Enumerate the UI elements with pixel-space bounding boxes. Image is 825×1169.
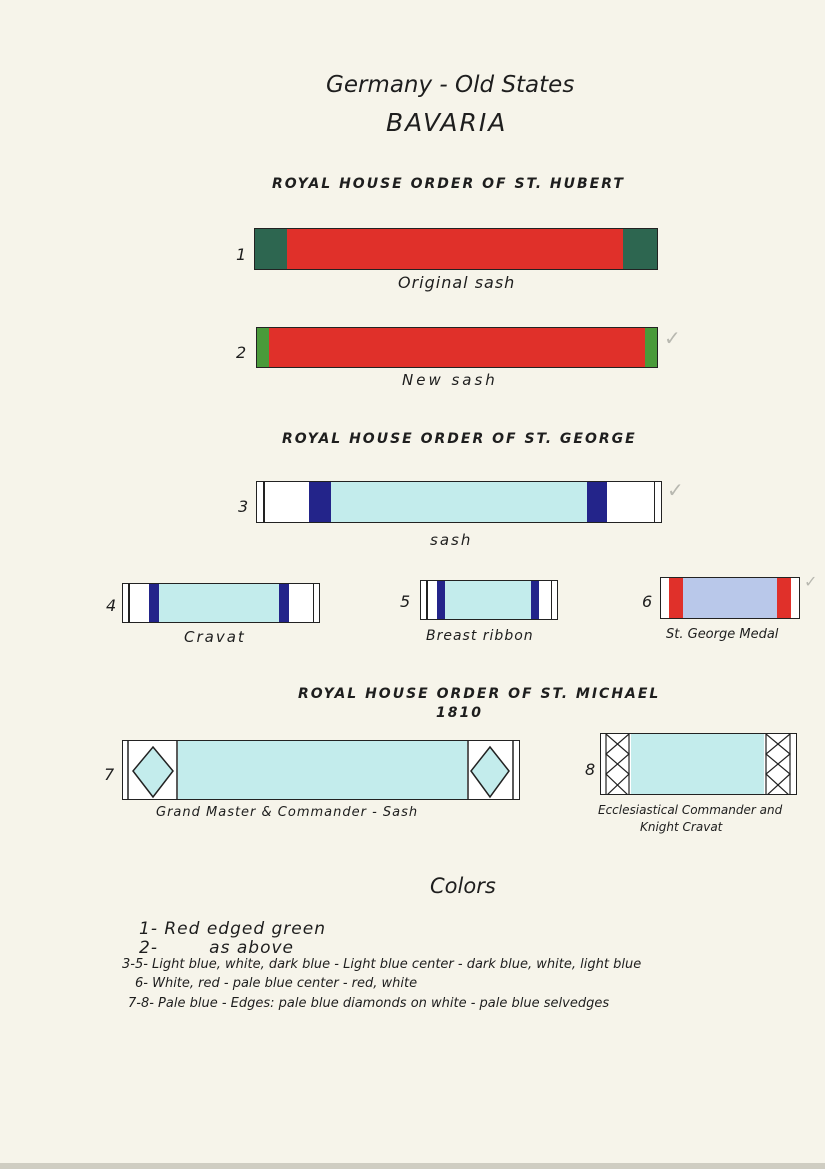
red-stripe-left: [669, 578, 683, 618]
dark-blue-stripe-right: [587, 482, 607, 522]
ribbon-caption-4: Cravat: [184, 628, 246, 646]
red-center: [287, 229, 623, 269]
red-center: [269, 328, 645, 367]
check-mark: ✓: [664, 326, 681, 350]
diamond-edge-left: [123, 741, 178, 800]
colors-line-1: 1- Red edged green: [139, 919, 326, 939]
section-heading-george: ROYAL HOUSE ORDER OF ST. GEORGE: [282, 431, 637, 447]
section-heading-hubert: ROYAL HOUSE ORDER OF ST. HUBERT: [272, 176, 625, 192]
white-selvedge-left: [128, 584, 130, 622]
dark-blue-stripe-left: [437, 581, 445, 619]
ribbon-number-6: 6: [642, 592, 653, 611]
light-blue-center: [159, 584, 279, 622]
green-edge-right: [645, 328, 657, 367]
light-blue-center: [331, 482, 587, 522]
pale-blue-center: [683, 578, 777, 618]
red-stripe-right: [777, 578, 791, 618]
green-edge-right: [623, 229, 657, 269]
white-selvedge-left: [263, 482, 265, 522]
diamond-edge-right: [467, 741, 519, 800]
ribbon-7-grand-master-sash: [122, 740, 520, 800]
colors-line-4: 6- White, red - pale blue center - red, white: [135, 976, 418, 991]
title-state: BAVARIA: [386, 108, 508, 137]
ribbon-number-1: 1: [236, 245, 247, 264]
page-bottom-edge: [0, 1163, 825, 1169]
section-year-michael: 1810: [436, 705, 483, 721]
ribbon-caption-1: Original sash: [398, 273, 516, 292]
colors-line-3: 3-5- Light blue, white, dark blue - Light blue center - dark blue, white, light blue: [122, 957, 642, 972]
ribbon-caption-7: Grand Master & Commander - Sash: [156, 805, 419, 820]
white-selvedge-left: [426, 581, 428, 619]
ribbon-6-st-george-medal: [660, 577, 800, 619]
white-edge-right: [791, 578, 799, 618]
dark-blue-stripe-left: [309, 482, 331, 522]
dark-blue-stripe-left: [149, 584, 159, 622]
colors-heading: Colors: [430, 874, 496, 898]
ribbon-4-cravat: [122, 583, 320, 623]
ribbon-5-breast-ribbon: [420, 580, 558, 620]
colors-line-5: 7-8- Pale blue - Edges: pale blue diamonds on white - pale blue selvedges: [128, 996, 610, 1011]
light-blue-center: [445, 581, 531, 619]
ribbon-2-new-sash: [256, 327, 658, 368]
ribbon-number-4: 4: [106, 596, 117, 615]
ribbon-caption-3: sash: [430, 531, 473, 549]
title-country: Germany - Old States: [326, 72, 575, 98]
ribbon-8-ecclesiastical-cravat: [600, 733, 797, 795]
colors-line-2: 2- as above: [139, 938, 294, 958]
white-selvedge-right: [551, 581, 553, 619]
white-edge-left: [661, 578, 669, 618]
ribbon-caption-5: Breast ribbon: [426, 628, 534, 644]
ribbon-caption-6: St. George Medal: [666, 627, 779, 642]
ribbon-3-sash: [256, 481, 662, 523]
ribbon-number-8: 8: [585, 760, 596, 779]
green-edge-left: [255, 229, 287, 269]
ribbon-number-3: 3: [238, 497, 249, 516]
check-mark: ✓: [667, 478, 684, 502]
ribbon-caption-8-line2: Knight Cravat: [640, 820, 723, 834]
ribbon-number-5: 5: [400, 592, 411, 611]
ribbon-number-2: 2: [236, 343, 247, 362]
white-selvedge-right: [313, 584, 315, 622]
green-edge-left: [257, 328, 269, 367]
diamond-edge-right: [764, 734, 796, 795]
ribbon-caption-8-line1: Ecclesiastical Commander and: [598, 803, 783, 817]
check-mark: ✓: [804, 572, 818, 591]
diamond-edge-left: [601, 734, 631, 795]
dark-blue-stripe-right: [279, 584, 289, 622]
dark-blue-stripe-right: [531, 581, 539, 619]
white-selvedge-right: [654, 482, 656, 522]
ribbon-caption-2: New sash: [402, 371, 498, 389]
ribbon-1-original-sash: [254, 228, 658, 270]
ribbon-number-7: 7: [104, 765, 115, 784]
section-heading-michael: ROYAL HOUSE ORDER OF ST. MICHAEL: [298, 686, 661, 702]
